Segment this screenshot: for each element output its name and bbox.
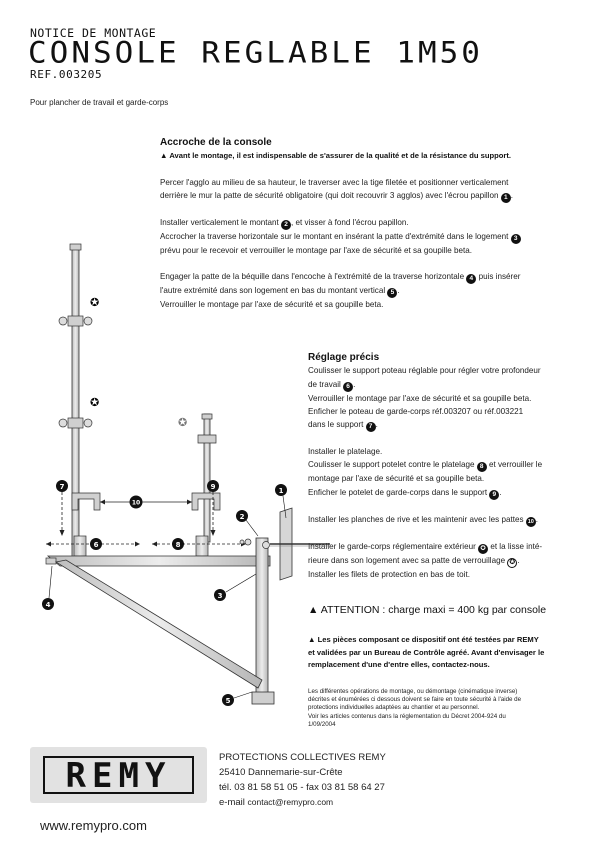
step-line: Percer l'agglo au milieu de sa hauteur, le traverser avec la tige filetée et positionner verticalement [160, 177, 509, 187]
step-line: Coulisser le support potelet contre le platelage 8 et verrouiller le [308, 460, 543, 471]
svg-text:6: 6 [93, 541, 99, 549]
step-line: Installer le garde-corps réglementaire extérieur ✪ et la lisse inté- [308, 541, 543, 552]
marker-5-icon: 5 [387, 288, 397, 298]
marker-4 [42, 566, 54, 610]
step-line: Accrocher la traverse horizontale sur le montant en insérant la patte d'extrémité dans le logement 3 [160, 230, 572, 244]
marker-6-icon: 6 [343, 382, 353, 392]
company-email-line: e-mail contact@remypro.com [219, 797, 334, 808]
step-line: Verrouiller le montage par l'axe de sécurité et sa goupille beta. [160, 300, 384, 310]
guardrail-star-icon: ✪ [478, 544, 488, 554]
reference-number: REF.003205 [30, 68, 103, 81]
svg-text:4: 4 [45, 601, 51, 609]
lock-star-icon: ✪ [507, 558, 517, 568]
guardrail-star-icon: ✪ [90, 296, 100, 309]
accroche-warning: ▲ Avant le montage, il est indispensable de s'assurer de la qualité et de la résistance du support. [160, 151, 512, 161]
dimension-10 [100, 500, 192, 505]
marker-3-icon: 3 [511, 234, 521, 244]
company-name: PROTECTIONS COLLECTIVES REMY [219, 752, 386, 763]
attention-note: ▲ ATTENTION : charge maxi = 400 kg par console [308, 604, 547, 616]
disclaimer: Les différentes opérations de montage, ou démontage (cinématique inverse) décrites et énumérées ci dessous doivent se faire en toute sécurité à l'aide de protections individuelles adaptées au chantier et au personnel. Voir les articles contenus dans la réglementation du Décret 2004-924 du 1/09/2004 [308, 688, 522, 728]
svg-text:7: 7 [59, 483, 65, 491]
step-line: dans le support 7 . [308, 420, 378, 431]
step-line: Installer les filets de protection en bas de toit. [308, 569, 470, 579]
svg-text:10: 10 [131, 499, 141, 507]
company-address: 25410 Dannemarie-sur-Crête [219, 767, 343, 778]
website-link[interactable]: www.remypro.com [40, 818, 147, 833]
step-line: Installer le platelage. [308, 447, 383, 457]
step-line: rieure dans son logement avec sa patte de verrouillage ✪ . [308, 555, 520, 566]
remy-logo-mark [30, 747, 207, 803]
svg-text:2: 2 [239, 513, 245, 521]
lock-star-icon: ✪ [178, 416, 188, 429]
svg-text:9: 9 [210, 483, 216, 491]
svg-text:REMY: REMY [65, 756, 172, 796]
company-info [219, 750, 386, 810]
marker-4-icon: 4 [466, 274, 476, 284]
warning-icon: ▲ [308, 604, 319, 616]
marker-10 [130, 496, 143, 509]
marker-3 [214, 574, 256, 601]
step-line: Engager la patte de la béquille dans l'encoche à l'extrémité de la traverse horizontale 4 puis insérer [160, 272, 521, 283]
tested-note: ▲ Les pièces composant ce dispositif ont été testées par REMY et validées par un Bureau de Contrôle agréé. Avant d'envisager le remplacement d'une d'entre elles, contactez-nous. [308, 635, 545, 669]
marker-2-icon: 2 [281, 220, 291, 230]
company-phone: tél. 03 81 58 51 05 - fax 03 81 58 64 27 [219, 782, 385, 793]
remy-logo [30, 747, 207, 803]
clamp-lower [59, 418, 92, 428]
socket-7 [72, 493, 100, 510]
step-line: Installer verticalement le montant 2 , et visser à fond l'écrou papillon. [160, 217, 409, 228]
marker-10-icon: 10 [527, 518, 534, 525]
step-line: de travail 6 . [308, 379, 356, 390]
diagonal-strut [56, 560, 262, 688]
wall-plate [263, 508, 331, 580]
marker-5 [222, 692, 252, 706]
document-title: CONSOLE REGLABLE 1M50 [28, 36, 483, 71]
step-line: derrière le mur la patte de sécurité obligatoire (qui doit recouvrir 3 agglos) avec l'écrou papillon 1 . [160, 190, 514, 201]
warning-icon: ▲ [160, 151, 168, 161]
guardrail-star-icon: ✪ [90, 396, 100, 409]
step-line: Installer les planches de rive et les maintenir avec les pattes 10 . [308, 514, 538, 525]
step-line: Enficher le poteau de garde-corps réf.003207 ou réf.003221 [308, 406, 524, 416]
marker-1-icon: 1 [501, 193, 511, 203]
document-subtitle: Pour plancher de travail et garde-corps [30, 98, 169, 107]
step-line: Enficher le potelet de garde-corps dans le support 9 . [308, 487, 502, 498]
marker-2 [236, 510, 258, 536]
step-line: Coulisser le support poteau réglable pour régler votre profondeur [308, 366, 541, 376]
marker-8-icon: 8 [477, 462, 487, 472]
accroche-heading: Accroche de la console [160, 137, 272, 148]
marker-7-icon: 7 [366, 422, 376, 432]
marker-9-icon: 9 [489, 490, 499, 500]
svg-text:8: 8 [175, 541, 181, 549]
email-link[interactable]: contact@remypro.com [247, 797, 334, 807]
guardrail-post [59, 244, 99, 566]
step-line: prévu pour le recevoir et verrouiller le montage par l'axe de sécurité et sa goupille beta. [160, 245, 472, 255]
horizontal-traverse [46, 556, 270, 566]
step-line: montage par l'axe de sécurité et sa goupille beta. [308, 474, 485, 484]
short-post [178, 414, 216, 542]
marker-8 [172, 538, 184, 550]
marker-9 [207, 480, 219, 492]
marker-6 [90, 538, 102, 550]
step-line: Verrouiller le montage par l'axe de sécurité et sa goupille beta. [308, 393, 532, 403]
svg-text:3: 3 [217, 592, 223, 600]
reglage-heading: Réglage précis [308, 352, 380, 363]
svg-text:1: 1 [278, 487, 284, 495]
notice-label: NOTICE DE MONTAGE [30, 26, 157, 40]
marker-7 [56, 480, 68, 492]
assembly-diagram [30, 240, 350, 720]
warning-icon: ▲ [308, 635, 316, 644]
svg-text:5: 5 [225, 697, 231, 705]
clamp-upper [59, 316, 92, 326]
step-line: l'autre extrémité dans son logement en bas du montant vertical 5 . [160, 286, 400, 297]
